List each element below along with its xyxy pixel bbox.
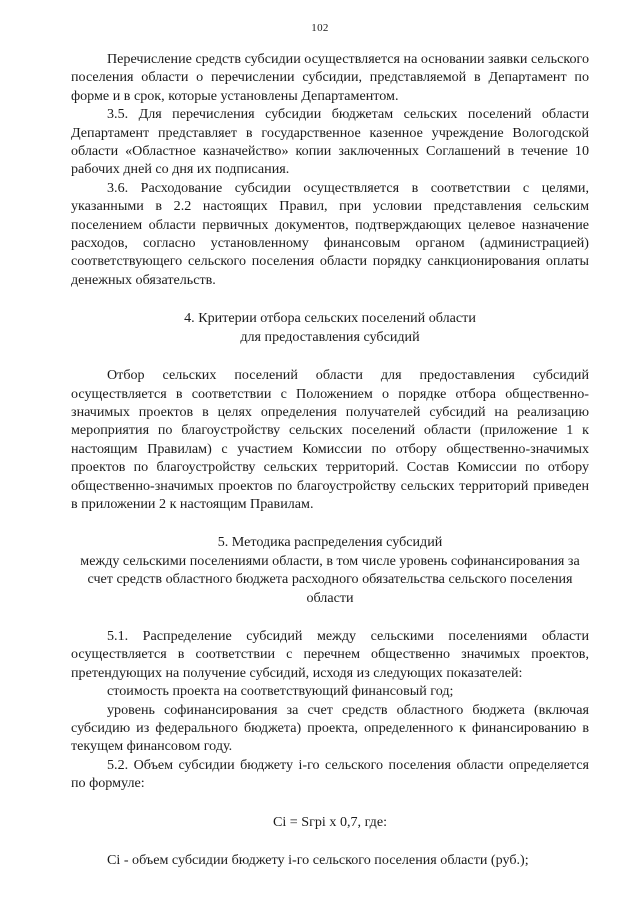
paragraph-3-5: 3.5. Для перечисления субсидии бюджетам сельских поселений области Департамент представляет в государственное казенное учреждение Вологодской области «Областное казначейство» копии заключенных Соглашений в течение 10 рабочих дней со дня их подписания. <box>71 106 589 178</box>
paragraph-5-2: 5.2. Объем субсидии бюджету i-го сельского поселения области определяется по формуле: <box>71 756 589 792</box>
section-5-heading-line1: 5. Методика распределения субсидий <box>217 534 443 551</box>
section-4-heading-line2: для предоставления субсидий <box>240 328 420 345</box>
section-5-heading-line2: между сельскими поселениями области, в том числе уровень софинансирования за счет средств областного бюджета расходного обязательства сельского поселения области <box>80 552 580 606</box>
section-4-paragraph: Отбор сельских поселений области для предоставления субсидий осуществляется в соответствии с Положением о порядке отбора общественно-значимых проектов в целях определения получателей субсидий на реализацию мероприятия по благоустройству сельских поселений области (приложение 1 к настоящим Правилам) с участием Комиссии по отбору общественно-значимых проектов по благоустройству сельских территорий. Состав Комиссии по отбору общественно-значимых проектов по благоустройству сельских территорий приведен в приложении 2 к настоящим Правилам. <box>71 367 589 512</box>
paragraph-ci-definition: Ci - объем субсидии бюджету i-го сельского поселения области (руб.); <box>107 852 529 869</box>
subsidy-formula: Ci = Sгpi х 0,7, где: <box>272 813 388 830</box>
document-body <box>71 50 589 869</box>
paragraph-transfer-basis: Перечисление средств субсидии осуществляется на основании заявки сельского поселения области о перечислении субсидии, представляемой в Департамент по форме и в срок, которые установлены Департаментом. <box>71 51 589 104</box>
page-number: 102 <box>311 22 329 34</box>
section-4-heading-line1: 4. Критерии отбора сельских поселений области <box>184 310 476 327</box>
paragraph-3-6: 3.6. Расходование субсидии осуществляется в соответствии с целями, указанными в 2.2 настоящих Правил, при условии представления сельским поселением области первичных документов, подтверждающих целевое назначение расходов, согласно установленному финансовым органом (администрацией) соответствующего сельского поселения области порядку санкционирования оплаты денежных обязательств. <box>71 179 589 288</box>
paragraph-cofinancing-level: уровень софинансирования за счет средств областного бюджета (включая субсидию из федерального бюджета) проекта, определенного к финансированию в текущем финансовом году. <box>71 701 589 755</box>
paragraph-project-cost: стоимость проекта на соответствующий финансовый год; <box>107 683 454 700</box>
paragraph-5-1: 5.1. Распределение субсидий между сельскими поселениями области осуществляется в соответствии с перечнем общественно значимых проектов, претендующих на получение субсидий, исходя из следующих показателей: <box>71 627 589 681</box>
